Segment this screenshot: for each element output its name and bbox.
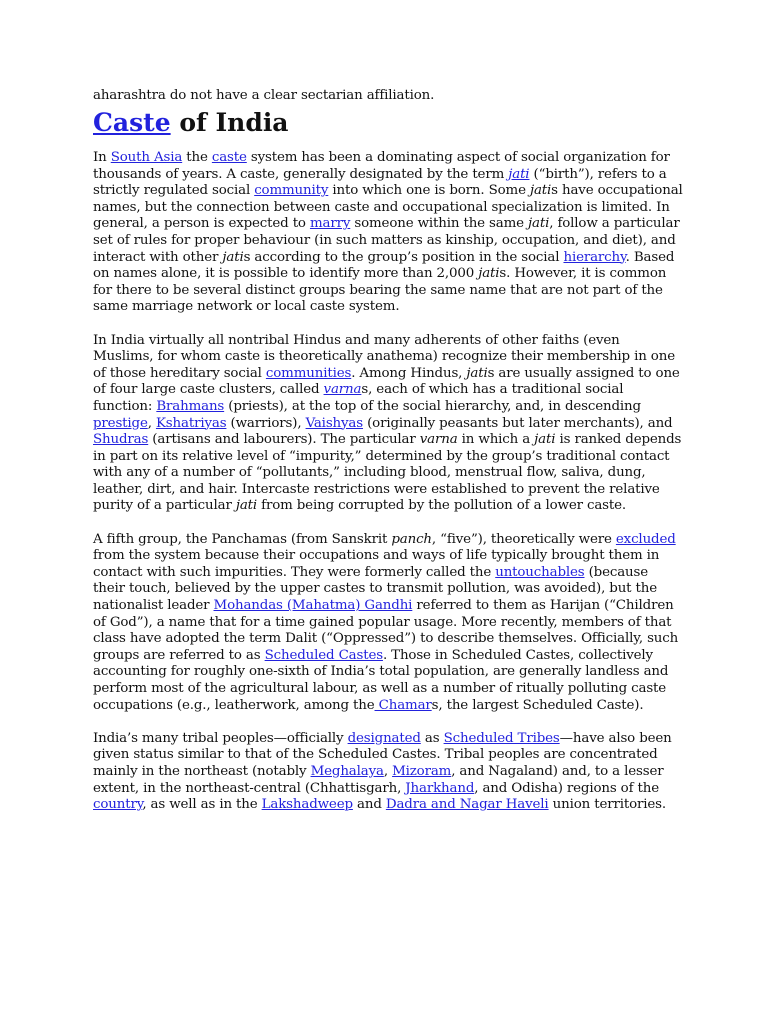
link-meghalaya[interactable]: Meghalaya [310,763,384,779]
link-caste[interactable]: caste [211,150,247,165]
text-run: s according to the group’s position in the social [243,249,564,265]
text-run: (warriors), [226,415,306,431]
link-dadra-and-nagar-haveli[interactable]: Dadra and Nagar Haveli [385,797,549,813]
text-run: is ranked depends in part on its relative level of “impurity,” determined by the group’s traditional contact with any of a number of “pollutants,” including blood, menstrual flow, saliva, dung, leather, dirt, and hair. Intercaste restrictions were established to prevent the relative purity of a particular [93,432,682,514]
link-varna[interactable]: varna [323,382,362,398]
text-run: , [383,763,393,779]
link-country[interactable]: country [93,797,143,813]
text-run: , as well as in the [142,797,262,813]
italic-term: varna [419,432,458,448]
document-page [93,87,683,830]
text-run: in which a [457,432,535,448]
page-title-rest: of India [170,108,289,137]
text-run: . Those in Scheduled Castes, collectively accounting for roughly one-sixth of India’s total population, are generally landless and perform most of the agricultural labour, as well as a number of ritually polluting caste occupations (e.g., leatherwork, among the [93,647,669,713]
paragraph-3 [93,532,683,715]
text-run: , and Odisha) regions of the [474,780,659,796]
italic-term: jati [528,216,550,232]
link-excluded[interactable]: excluded [615,531,676,547]
caste-title-link[interactable]: Caste [93,108,171,137]
text-run: . Among Hindus, [351,365,467,381]
text-run: (originally peasants but later merchants), and [363,415,673,431]
link-prestige[interactable]: prestige [93,415,148,431]
link-brahmans[interactable]: Brahmans [156,398,225,414]
text-run: s. However, it is common for there to be several distinct groups bearing the same name that are not part of the same marriage network or local caste system. [93,266,667,315]
link-hierarchy[interactable]: hierarchy [563,249,626,265]
text-run: , “five”), theoretically were [431,531,616,547]
text-run: , and Nagaland) and, to a lesser extent, in the northeast-central (Chhattisgarh, [93,763,664,796]
paragraph-4 [93,731,683,814]
text-run: union territories. [548,797,667,813]
link-shudras[interactable]: Shudras [93,432,149,448]
link-lakshadweep[interactable]: Lakshadweep [261,797,353,813]
link-scheduled-tribes[interactable]: Scheduled Tribes [443,730,560,746]
lead-text: aharashtra do not have a clear sectarian affiliation. [93,88,435,103]
italic-term: jati [529,183,552,199]
text-run: (priests), at the top of the social hierarchy, and, in descending [224,398,641,414]
text-run: system has been a dominating aspect of social organization for thousands of years. A caste, generally designated by the term [93,150,670,182]
link-jharkhand[interactable]: Jharkhand [405,780,475,796]
text-run: In India virtually all nontribal Hindus and many adherents of other faiths (even Muslims, for whom caste is theoretically anathema) recognize their membership in one of those hereditary social [93,332,675,381]
text-run: as [420,730,444,746]
link-chamar[interactable]: Chamar [374,697,432,713]
paragraph-2 [93,333,683,516]
link-jati[interactable]: jati [508,166,530,182]
italic-term: jati [235,498,258,514]
text-run: , [147,415,156,431]
link-designated[interactable]: designated [347,730,421,746]
italic-term: jati [534,432,556,448]
link-communities[interactable]: communities [265,365,352,381]
text-run: In [93,150,111,165]
text-run: (because their touch, believed by the upper castes to transmit pollution, was avoided), but the nationalist leader [93,564,657,614]
link-untouchables[interactable]: untouchables [495,564,585,580]
text-run: from the system because their occupations and ways of life typically brought them in contact with such impurities. They were formerly called the [93,548,660,580]
link-kshatriyas[interactable]: Kshatriyas [155,415,227,431]
italic-term: jati [478,266,500,282]
link-vaishyas[interactable]: Vaishyas [305,415,363,431]
text-run: India’s many tribal peoples—officially [93,730,348,746]
text-run: and [352,797,386,813]
italic-term: jati [222,249,244,265]
text-run: from being corrupted by the pollution of a lower caste. [257,498,627,514]
text-run: someone within the same [350,216,529,232]
text-run: (artisans and labourers). The particular [148,432,420,448]
link-south-asia[interactable]: South Asia [110,150,183,165]
italic-term: jati [466,365,488,381]
italic-term: panch [391,531,432,547]
link-mohandas-mahatma-gandhi[interactable]: Mohandas (Mahatma) Gandhi [213,598,413,614]
link-scheduled-castes[interactable]: Scheduled Castes [264,647,383,663]
text-run: , follow a particular set of rules for proper behaviour (in such matters as kinship, occupation, and diet), and interact with other [93,216,680,265]
text-run: referred to them as Harijan (“Children of God”), a name that for a time gained popular usage. More recently, members of that class have adopted the term Dalit (“Oppressed”) to describe themselves. Officially, such groups are referred to as [93,598,679,663]
page-title [93,107,683,139]
text-run: (“birth”), refers to a strictly regulated social [93,166,667,199]
link-marry[interactable]: marry [309,216,351,232]
text-run: A fifth group, the Panchamas (from Sanskrit [93,531,392,547]
text-run: the [182,150,212,165]
text-run: into which one is born. Some [328,183,530,199]
paragraph-1 [93,150,683,316]
text-run: s, the largest Scheduled Caste). [431,697,644,713]
text-run: s are usually assigned to one of four large caste clusters, called [93,365,680,398]
text-run: —have also been given status similar to that of the Scheduled Castes. Tribal peoples are concentrated mainly in the northeast (notably [93,730,672,779]
link-community[interactable]: community [254,183,329,199]
article-body [93,150,683,814]
text-run: . Based on names alone, it is possible to identify more than 2,000 [93,249,675,282]
text-run: s, each of which has a traditional social function: [93,382,624,414]
link-mizoram[interactable]: Mizoram [392,763,452,779]
text-run: s have occupational names, but the connection between caste and occupational specialization is limited. In general, a person is expected to [93,183,683,232]
